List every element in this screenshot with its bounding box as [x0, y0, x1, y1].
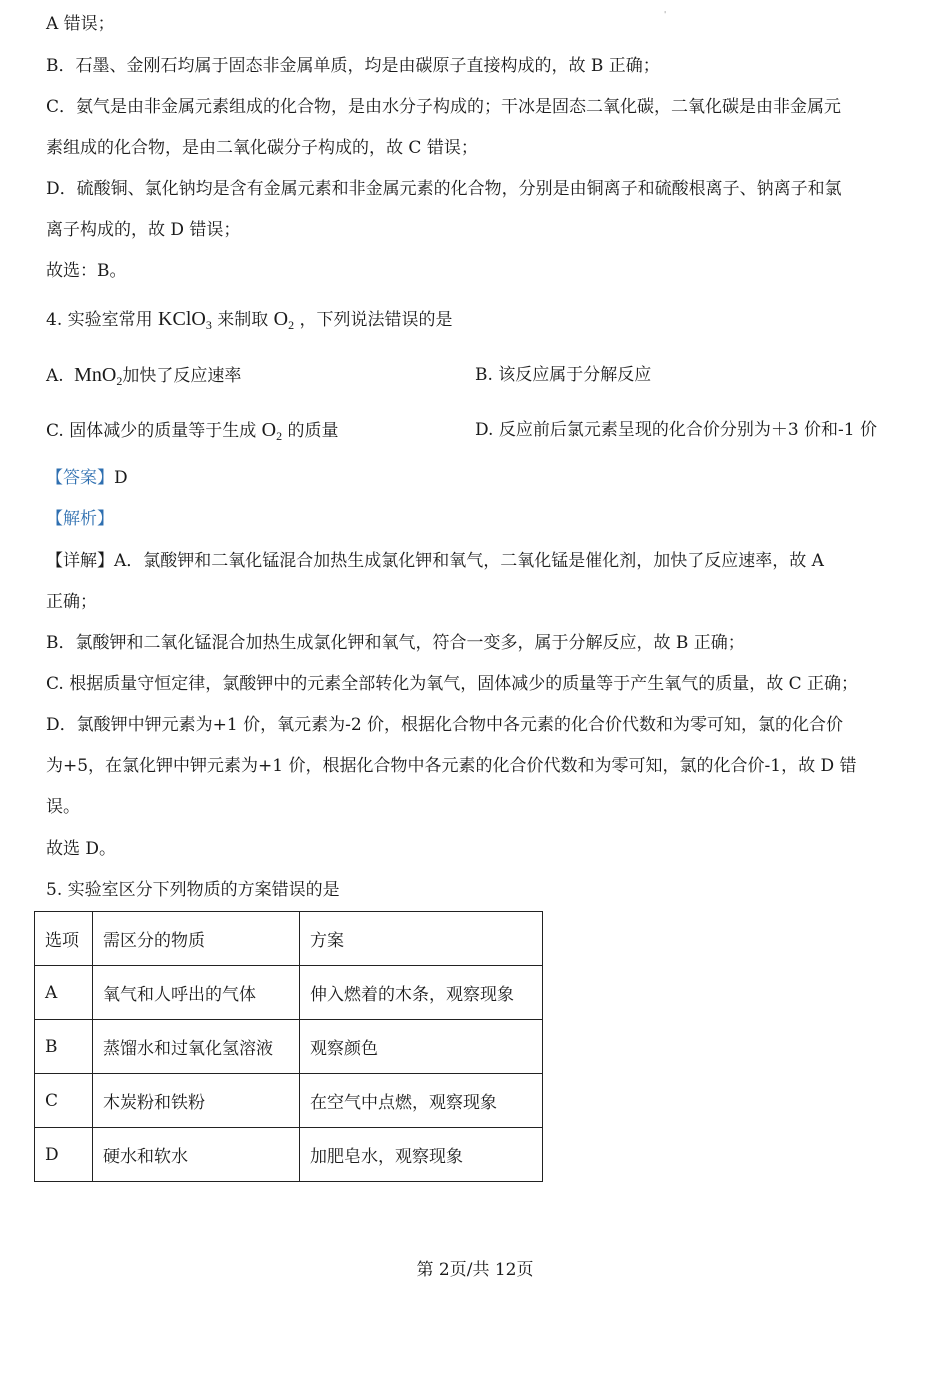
q4-option-b: B. 该反应属于分解反应: [475, 365, 652, 385]
q4-option-a: A. MnO$_2$加快了反应速率: [46, 364, 242, 388]
o2-formula: $O_2$: [273, 308, 295, 332]
table-cell: 蒸馏水和过氧化氢溶液: [93, 1020, 300, 1074]
detail-d-line-2: 为+5，在氯化钾中钾元素为+1 价，根据化合物中各元素的化合价代数和为零可知，氯的化合价-1，故 D 错: [46, 756, 857, 776]
detail-a-line-2: 正确；: [46, 592, 97, 612]
q4-stem: 4. 实验室常用 KClO$_3$ 来制取 $O_2$ ，下列说法错误的是: [46, 308, 453, 332]
q4-option-c: C. 固体减少的质量等于生成 $O_2$ 的质量: [46, 419, 339, 443]
detail-a-line-1: 【详解】A．氯酸钾和二氧化锰混合加热生成氯化钾和氧气，二氧化锰是催化剂，加快了反应速率，故 A: [46, 551, 824, 571]
prev-c-line-1: C．氨气是由非金属元素组成的化合物，是由水分子构成的；干冰是固态二氧化碳，二氧化碳是由非金属元: [46, 97, 842, 117]
table-row: [35, 1074, 543, 1128]
table-header-row: [35, 912, 543, 966]
q5-table: [34, 911, 543, 1182]
mno2-formula: MnO$_2$: [74, 364, 123, 388]
table-cell: 在空气中点燃，观察现象: [300, 1074, 543, 1128]
table-cell: A: [35, 966, 93, 1020]
q5-stem: 5. 实验室区分下列物质的方案错误的是: [46, 880, 340, 900]
detail-d-line-1: D．氯酸钾中钾元素为+1 价，氧元素为-2 价，根据化合物中各元素的化合价代数和为零可知，氯的化合价: [46, 715, 844, 735]
q4-choice: 故选 D。: [46, 839, 117, 859]
detail-label: 【详解】: [46, 551, 114, 571]
detail-d-line-3: 误。: [46, 797, 80, 817]
detail-c-line: C. 根据质量守恒定律，氯酸钾中的元素全部转化为氧气，固体减少的质量等于产生氧气的质量，故 C 正确；: [46, 674, 859, 694]
table-header-cell: 选项: [35, 912, 93, 966]
table-cell: C: [35, 1074, 93, 1128]
table-row: [35, 1128, 543, 1182]
q4-option-d: D. 反应前后氯元素呈现的化合价分别为＋3 价和-1 价: [475, 420, 878, 440]
table-cell: 加肥皂水，观察现象: [300, 1128, 543, 1182]
answer-value: D: [114, 468, 128, 488]
q4-answer: [46, 467, 128, 489]
detail-b-line: B．氯酸钾和二氧化锰混合加热生成氯化钾和氧气，符合一变多，属于分解反应，故 B 正确；: [46, 633, 745, 653]
table-row: [35, 1020, 543, 1074]
prev-d-line-2: 离子构成的，故 D 错误；: [46, 220, 241, 240]
analysis-label: 【解析】: [46, 509, 114, 529]
table-cell: 木炭粉和铁粉: [93, 1074, 300, 1128]
kclo3-formula: KClO$_3$: [158, 308, 212, 332]
prev-a-line: A 错误；: [46, 14, 115, 34]
scan-mark: ': [664, 10, 667, 19]
answer-label: 【答案】: [46, 468, 114, 488]
prev-c-line-2: 素组成的化合物，是由二氧化碳分子构成的，故 C 错误；: [46, 138, 478, 158]
prev-choice: 故选：B。: [46, 261, 127, 281]
table-row: [35, 966, 543, 1020]
table-cell: 硬水和软水: [93, 1128, 300, 1182]
table-cell: B: [35, 1020, 93, 1074]
table-header-cell: 方案: [300, 912, 543, 966]
table-cell: 伸入燃着的木条，观察现象: [300, 966, 543, 1020]
table-header-cell: 需区分的物质: [93, 912, 300, 966]
table-cell: D: [35, 1128, 93, 1182]
table-cell: 观察颜色: [300, 1020, 543, 1074]
o2-formula: $O_2$: [261, 419, 283, 443]
table-cell: 氧气和人呼出的气体: [93, 966, 300, 1020]
page-footer: 第 2页/共 12页: [416, 1260, 534, 1280]
prev-b-line: B．石墨、金刚石均属于固态非金属单质，均是由碳原子直接构成的，故 B 正确；: [46, 56, 660, 76]
prev-d-line-1: D．硫酸铜、氯化钠均是含有金属元素和非金属元素的化合物，分别是由铜离子和硫酸根离子、钠离子和氯: [46, 179, 842, 199]
